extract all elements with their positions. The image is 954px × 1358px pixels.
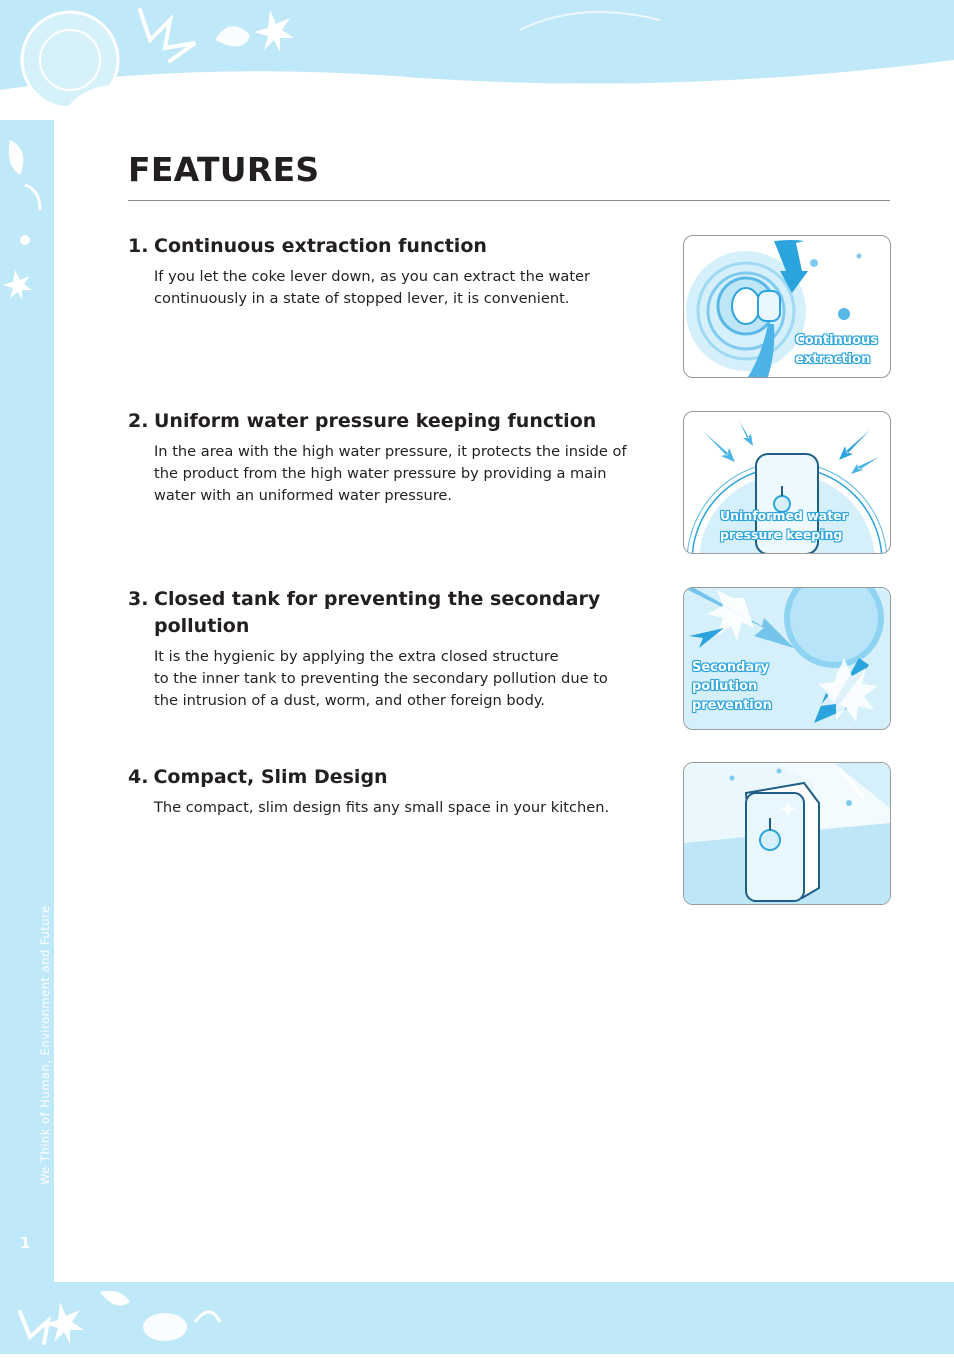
- feature-heading: [128, 408, 648, 435]
- feature-description: In the area with the high water pressure, it protects the inside of the product from the high water pressure by providing a main water with an uniformed water pressure.: [154, 443, 627, 504]
- feature-number: 1.: [128, 235, 149, 257]
- slim-purifier-icon: [684, 763, 890, 904]
- title-divider: [128, 200, 890, 201]
- feature-closed-tank: [128, 586, 648, 712]
- water-tap-illustration: [683, 235, 891, 378]
- feature-uniform-pressure: [128, 408, 648, 507]
- bottom-decoration-svg: [0, 1282, 954, 1354]
- left-flower-decoration: [0, 120, 54, 320]
- feature-title: Closed tank for preventing the secondary pollution: [154, 588, 601, 637]
- bottom-decorative-band: [0, 1282, 954, 1354]
- feature-continuous-extraction: [128, 233, 648, 310]
- feature-number: 4.: [128, 766, 149, 788]
- side-slogan: We Think of Human, Environment and Future: [38, 905, 52, 1185]
- feature-description: It is the hygienic by applying the extra closed structure to the inner tank to preventing the secondary pollution due to the intrusion of a dust, worm, and other foreign body.: [154, 648, 608, 709]
- feature-title: Continuous extraction function: [154, 235, 487, 257]
- feature-description: The compact, slim design fits any small space in your kitchen.: [154, 799, 610, 816]
- feature-number: 2.: [128, 410, 149, 432]
- illustration-caption: Uninformed water pressure keeping: [720, 508, 848, 542]
- water-purifier-pressure-illustration: [683, 411, 891, 554]
- feature-heading: [128, 586, 648, 640]
- illustration-caption: Secondary pollution prevention: [692, 660, 772, 713]
- feature-heading: [128, 233, 648, 260]
- feature-title: Compact, Slim Design: [153, 766, 388, 788]
- closed-tank-illustration: [683, 587, 891, 730]
- page-title: FEATURES: [128, 150, 320, 189]
- feature-heading: [128, 764, 648, 791]
- feature-compact-design: [128, 764, 648, 819]
- feature-description: If you let the coke lever down, as you can extract the water continuously in a state of stopped lever, it is convenient.: [154, 268, 591, 307]
- page-number: 1: [20, 1234, 31, 1252]
- feature-number: 3.: [128, 588, 149, 610]
- slim-purifier-illustration: [683, 762, 891, 905]
- illustration-caption: Continuous extraction: [795, 333, 878, 367]
- feature-title: Uniform water pressure keeping function: [154, 410, 597, 432]
